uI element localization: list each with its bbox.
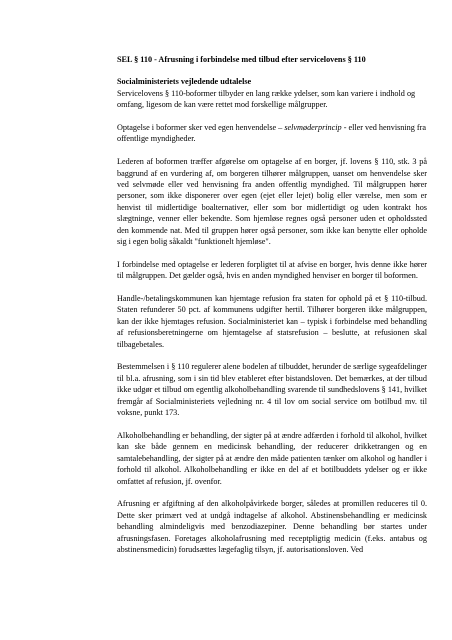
- paragraph-boformer: Servicelovens § 110-boformer tilbyder en lang række ydelser, som kan variere i indhold og omfang, ligesom de kan være rettet mod forskellige målgrupper.: [117, 88, 416, 110]
- paragraph-bestemmelsen: Bestemmelsen i § 110 regulerer alene bodelen af tilbuddet, herunder de særlige sygeafdelinger til bl.a. afrusning, som i sin tid blev etableret efter bistandsloven. Det bemærkes, at der tilbud ikke udgør et tilbud om egentlig alkoholbehandling svarende til sundhedslovens § 141, hvilket fremgår af Socialministeriets vejledning nr. 4 til lov om social service om botilbud mv. til voksne, punkt 173.: [117, 362, 427, 418]
- paragraph-optagelse-start: Optagelse i boformer sker ved egen henvendelse –: [117, 123, 285, 133]
- paragraph-refusion: Handle-/betalingskommunen kan hjemtage refusion fra staten for ophold på et § 110-tilbud. Staten refunderer 50 pct. af kommunens udgifter hertil. Tilhører borgeren ikke målgruppen, kan der ikke hjemtages refusion. Socialministeriet kan – typisk i forbindelse med behandling af refusionsberetningerne om hjemtagelse af statsrefusion – beslutte, at refusionen skal tilbagebetales.: [117, 294, 427, 349]
- paragraph-afrusning: Afrusning er afgiftning af den alkoholpåvirkede borger, således at promillen reduceres til 0. Dette sker primært ved at undgå indtagelse af alkohol. Abstinensbehandling er medicinsk behandling almindeligvis med benzodiazepiner. Denne behandling bør startes under afrusningsfasen. Foretages alkoholafrusning med receptpligtig medicin (f.eks. antabus og abstinensmedicin) forudsættes lægefaglig tilsyn, jf. autorisationsloven. Ved: [117, 499, 427, 554]
- document-title: SEL § 110 - Afrusning i forbindelse med tilbud efter servicelovens § 110: [117, 55, 366, 64]
- section-heading: Socialministeriets vejledende udtalelse: [117, 77, 252, 87]
- paragraph-afvise: I forbindelse med optagelse er lederen forpligtet til at afvise en borger, hvis denne ikke hører til målgruppen. Det gælder også, hvis en anden myndighed henviser en borger til boformen.: [117, 259, 427, 281]
- paragraph-optagelse-end: - eller ved henvisning fra offentlige myndigheder.: [117, 123, 426, 144]
- paragraph-alkoholbehandling: Alkoholbehandling er behandling, der sigter på at ændre adfærden i forhold til alkohol, hvilket kan ske både gennem en medicinsk behandling, der reducerer drikketrangen og en samtalebehandling, der sigter på at ændre den måde patienten tænker om alkohol og handler i forhold til alkohol. Alkoholbehandling er ikke en del af et botilbuddets ydelser og er ikke omfattet af refusion, jf. ovenfor.: [117, 430, 427, 486]
- document-page: [117, 54, 427, 567]
- italic-term: selvmøderprincip: [284, 123, 342, 133]
- paragraph-lederen: Lederen af boformen træffer afgørelse om optagelse af en borger, jf. lovens § 110, stk. 3 på baggrund af en vurdering af, om borgeren tilhører målgruppen, uanset om henvendelse sker ved selvmøde eller ved henvisning fra anden offentlig myndighed. Til målgruppen hører personer, som ikke disponerer over egen (ejet eller lejet) bolig eller værelse, men som er henvist til midlertidige boalternativer, eller som bor midlertidigt og uden kontrakt hos slægtninge, venner eller bekendte. Som hjemløse regnes også personer uden et opholdssted den kommende nat. Med til gruppen hører også personer, som ikke kan benytte eller opholde sig i egen bolig såkaldt "funktionelt hjemløse".: [117, 157, 427, 247]
- paragraph-optagelse: [117, 122, 427, 145]
